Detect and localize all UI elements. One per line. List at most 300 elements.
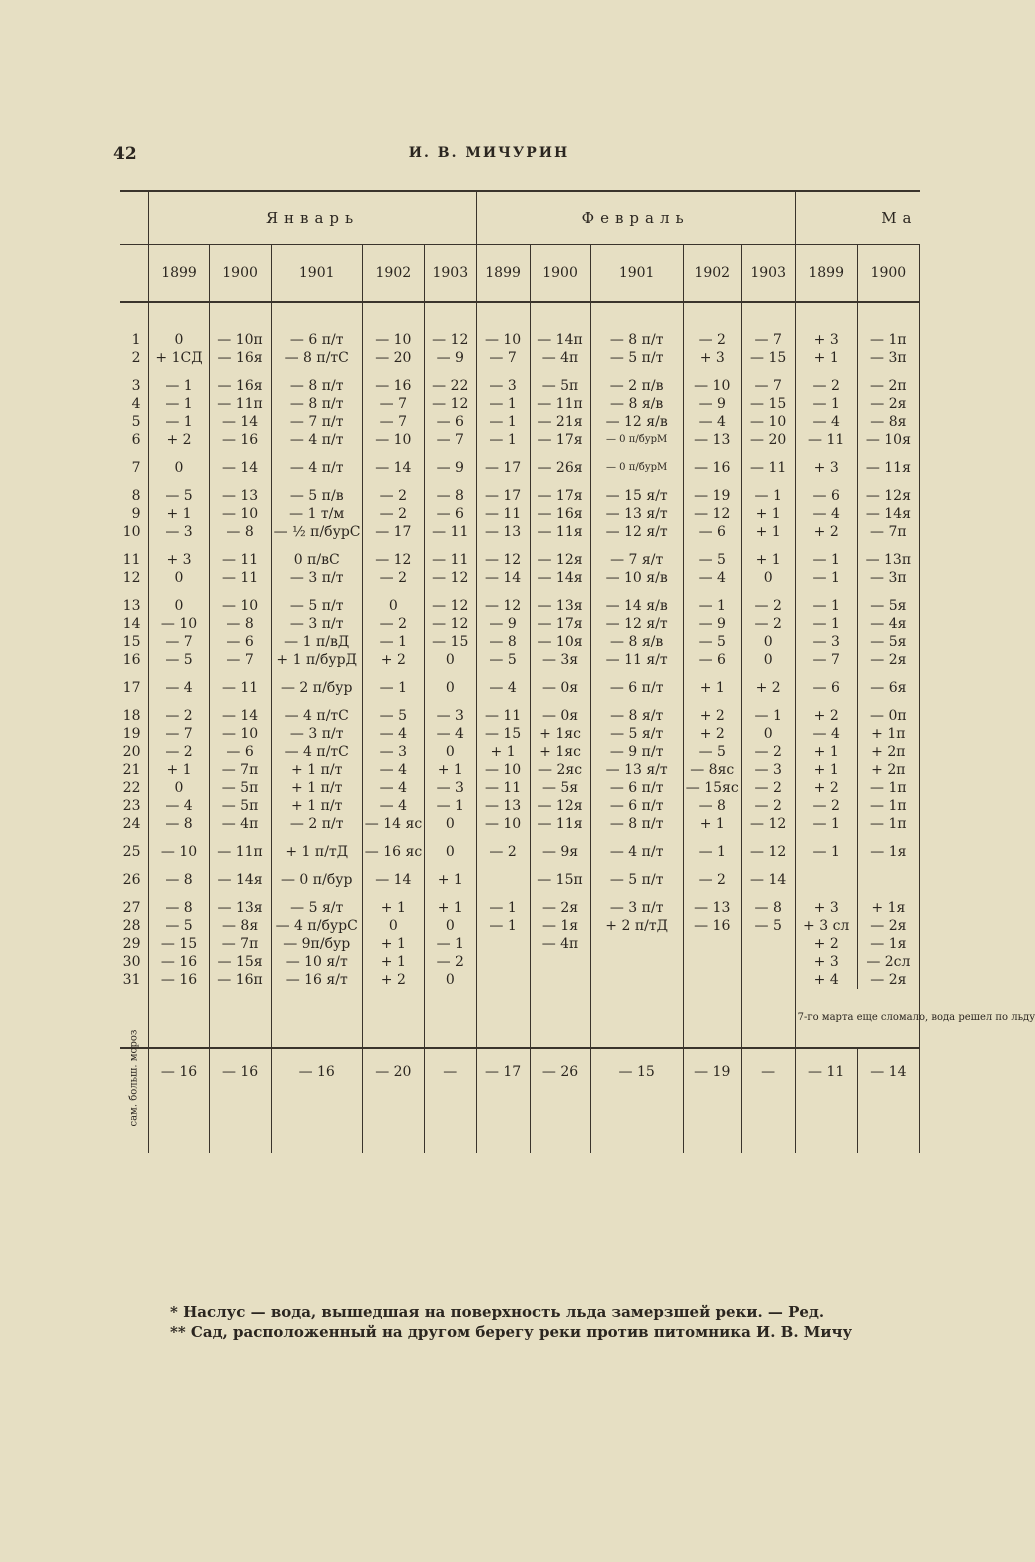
table-cell [741, 953, 795, 971]
table-cell: — 17 [362, 523, 424, 541]
table-cell: — 14я [857, 505, 919, 523]
table-cell: — 5 [683, 541, 741, 569]
table-cell: — 16 [362, 367, 424, 395]
table-cell [476, 935, 530, 953]
day-number: 14 [122, 616, 141, 632]
footnotes [170, 1302, 910, 1342]
table-cell: — 3п [857, 349, 919, 367]
table-cell: — 16 я/т [271, 971, 362, 989]
table-cell: — 16 [209, 431, 271, 449]
table-cell: — 1 [476, 395, 530, 413]
table-cell: — 1 [149, 367, 209, 395]
year-header: 1899 [476, 245, 530, 303]
table-cell: — 1я [857, 935, 919, 953]
table-cell: 0 [149, 779, 209, 797]
table-cell: + 1 [424, 861, 476, 889]
day-number: 23 [122, 798, 141, 814]
table-cell: — 14 [209, 449, 271, 477]
table-cell [590, 953, 683, 971]
table-cell: — 5 п/т [590, 349, 683, 367]
table-cell: — 6 п/т [590, 669, 683, 697]
table-cell: — 2 [741, 743, 795, 761]
table-cell: — 7п [209, 935, 271, 953]
table-cell: — 2я [857, 971, 919, 989]
table-cell: — 15п [530, 861, 590, 889]
year-header-row [120, 245, 920, 303]
table-cell: — 2 [741, 779, 795, 797]
table-cell: — 14 [741, 861, 795, 889]
table-cell: — 2 [741, 797, 795, 815]
table-cell: — 10п [209, 331, 271, 349]
day-number: 16 [122, 652, 141, 668]
table-cell: — 1я [530, 917, 590, 935]
table-cell: — 2 [362, 477, 424, 505]
table-cell: — 1 [149, 413, 209, 431]
table-cell: — 4 [362, 725, 424, 743]
table-cell: — 6 п/т [271, 331, 362, 349]
table-cell: — 10 [149, 615, 209, 633]
table-cell: + 1 [362, 935, 424, 953]
table-cell: — 6 [683, 651, 741, 669]
day-number: 27 [122, 900, 141, 916]
table-cell: + 1п [857, 725, 919, 743]
table-cell: — 4 [795, 505, 857, 523]
table-cell: — 4 п/тС [271, 743, 362, 761]
table-cell: — 14 [362, 861, 424, 889]
table-cell: + 3 [683, 349, 741, 367]
table-cell [857, 861, 919, 889]
table-cell: + 1 [476, 743, 530, 761]
table-cell: — 2 [424, 953, 476, 971]
table-cell: 0 [741, 633, 795, 651]
table-cell: — 1 [795, 833, 857, 861]
table-cell: — 13 [683, 431, 741, 449]
table-cell: — 16я [530, 505, 590, 523]
table-cell: — 16п [209, 971, 271, 989]
table-cell: — 9 [424, 349, 476, 367]
table-cell: 0 п/вС [271, 541, 362, 569]
table-cell: — 14 я/в [590, 587, 683, 615]
table-cell: — 6 [424, 505, 476, 523]
table-cell: — 8 п/т [271, 395, 362, 413]
table-cell: + 1 п/т [271, 779, 362, 797]
table-cell: — 5 [683, 633, 741, 651]
day-number: 17 [122, 680, 141, 696]
table-cell: — 9я [530, 833, 590, 861]
year-header: 1900 [857, 245, 919, 303]
table-cell: — 2я [857, 917, 919, 935]
table-cell: + 2 [149, 431, 209, 449]
table-cell: — 15 [741, 395, 795, 413]
day-number: 28 [122, 918, 141, 934]
table-cell: — 6 [209, 633, 271, 651]
table-cell: — 13 [209, 477, 271, 505]
table-cell: + 3 [795, 889, 857, 917]
table-cell: — 16 яс [362, 833, 424, 861]
table-cell: 0 [741, 725, 795, 743]
table-cell: — 5 п/т [271, 587, 362, 615]
table-row [120, 633, 920, 651]
table-row [120, 725, 920, 743]
table-spacer [120, 302, 920, 331]
table-row [120, 569, 920, 587]
table-cell: — 12 [741, 815, 795, 833]
table-cell: — 2 п/т [271, 815, 362, 833]
table-cell: — 2 [795, 367, 857, 395]
table-cell: — 17 [476, 477, 530, 505]
table-cell: — 1 [424, 935, 476, 953]
table-cell: — 7п [857, 523, 919, 541]
table-cell: — 10 [149, 833, 209, 861]
total-cell: — [741, 1048, 795, 1153]
day-header-blank [120, 245, 149, 303]
table-cell: — 10 [362, 431, 424, 449]
table-cell: — 8 п/т [590, 331, 683, 349]
table-cell: + 1 [424, 761, 476, 779]
table-cell: + 1я [857, 889, 919, 917]
table-cell: — 10 [209, 505, 271, 523]
table-cell: — 7 [741, 331, 795, 349]
table-cell: + 1яс [530, 725, 590, 743]
table-cell: — 0 п/бурМ [590, 431, 683, 449]
table-cell: — 17я [530, 431, 590, 449]
table-cell: — 5 я/т [590, 725, 683, 743]
year-header: 1899 [149, 245, 209, 303]
table-cell: — 10 я/т [271, 953, 362, 971]
table-row [120, 761, 920, 779]
day-number: 9 [131, 506, 141, 522]
table-cell: — 12 я/т [590, 615, 683, 633]
table-cell: — 1п [857, 779, 919, 797]
table-cell: + 1 п/т [271, 797, 362, 815]
table-cell: — 26я [530, 449, 590, 477]
table-row [120, 395, 920, 413]
table-cell: — 14я [530, 569, 590, 587]
day-number: 12 [122, 570, 141, 586]
table-cell: — 3 [424, 697, 476, 725]
table-cell: — 16 [683, 449, 741, 477]
march-note: 7-го марта еще сломало, вода решел по льду [795, 989, 919, 1048]
table-cell: — 2 [362, 505, 424, 523]
table-cell: — 4 [683, 569, 741, 587]
table-cell: — 3 п/т [271, 725, 362, 743]
table-cell: — 12я [530, 541, 590, 569]
table-cell: 0 [424, 815, 476, 833]
month-march: Ма [795, 191, 919, 245]
day-number: 2 [131, 350, 141, 366]
table-cell: — 0п [857, 697, 919, 725]
table-cell: — 8я [857, 413, 919, 431]
table-cell: — 2 [741, 587, 795, 615]
table-cell [476, 861, 530, 889]
table-cell: — 4 [149, 797, 209, 815]
table-cell: + 2п [857, 761, 919, 779]
table-cell: — 12 [424, 615, 476, 633]
table-cell: — 14 [362, 449, 424, 477]
table-cell: — 19 [683, 477, 741, 505]
table-cell: — 1 т/м [271, 505, 362, 523]
table-cell: — 11 [424, 541, 476, 569]
table-cell: — 15 [476, 725, 530, 743]
table-cell: 0 [149, 569, 209, 587]
table-cell: — 14п [530, 331, 590, 349]
table-cell: — 12я [857, 477, 919, 505]
table-cell: — 5 п/в [271, 477, 362, 505]
table-cell: — 3 п/т [271, 569, 362, 587]
table-cell: — 2 [683, 861, 741, 889]
table-cell: + 1 [149, 761, 209, 779]
day-number: 4 [131, 396, 141, 412]
table-cell: — 11 [476, 779, 530, 797]
year-header: 1902 [683, 245, 741, 303]
day-number: 22 [122, 780, 141, 796]
table-row [120, 779, 920, 797]
totals-row [120, 1048, 920, 1153]
table-cell: — 4 [149, 669, 209, 697]
table-cell: — 17 [476, 449, 530, 477]
table-cell: — 3 п/т [271, 615, 362, 633]
table-cell: — 12 [424, 331, 476, 349]
table-cell: — 8 п/тС [271, 349, 362, 367]
total-cell: — 11 [795, 1048, 857, 1153]
table-cell: — 3 [476, 367, 530, 395]
table-cell: — 13 [476, 797, 530, 815]
table-cell: — 2я [857, 651, 919, 669]
day-number: 24 [122, 816, 141, 832]
table-cell [590, 935, 683, 953]
footnote: ** Сад, расположенный на другом берегу реки против питомника И. В. Мичу [170, 1323, 853, 1341]
table-cell: — 10я [857, 431, 919, 449]
table-cell: — 16 [683, 917, 741, 935]
table-cell: — 8 [149, 815, 209, 833]
temperature-table [120, 190, 1035, 1153]
table-cell: — 11п [530, 395, 590, 413]
table-cell: — 14 [476, 569, 530, 587]
table-cell: — 12 [476, 541, 530, 569]
table-cell: — 4 [476, 669, 530, 697]
table-cell: — 1 п/вД [271, 633, 362, 651]
table-cell: — 1 [795, 587, 857, 615]
table-cell: + 2 [795, 779, 857, 797]
table-cell: — 1 [149, 395, 209, 413]
table-cell [683, 971, 741, 989]
table-cell: — 9 [476, 615, 530, 633]
table-row [120, 505, 920, 523]
table-cell: — 10 [476, 761, 530, 779]
total-cell: — 19 [683, 1048, 741, 1153]
table-cell: — 13я [530, 587, 590, 615]
table-cell: — 10 [209, 587, 271, 615]
table-cell: — 5 [362, 697, 424, 725]
table-cell: — 4 [424, 725, 476, 743]
day-number: 6 [131, 432, 141, 448]
table-cell: 0 [149, 587, 209, 615]
table-cell: + 1 п/бурД [271, 651, 362, 669]
table-cell: — 1п [857, 815, 919, 833]
table-cell: — 14 [209, 697, 271, 725]
table-cell: — 4 [683, 413, 741, 431]
table-row [120, 449, 920, 477]
table-cell: — 12 [424, 395, 476, 413]
table-cell: — 5я [857, 633, 919, 651]
table-cell: — 3 [362, 743, 424, 761]
day-number: 18 [122, 708, 141, 724]
table-cell: 0 [424, 651, 476, 669]
year-header: 1899 [795, 245, 857, 303]
table-cell: — 5я [857, 587, 919, 615]
table-cell: + 3 сл [795, 917, 857, 935]
table-cell: — 1 [683, 587, 741, 615]
table-cell: — 8 я/в [590, 633, 683, 651]
table-cell: — 4 [795, 413, 857, 431]
day-number: 31 [122, 972, 141, 988]
table-cell: + 2 [741, 669, 795, 697]
total-cell: — 14 [857, 1048, 919, 1153]
table-cell: — 5 [149, 477, 209, 505]
table-row [120, 797, 920, 815]
day-number: 21 [122, 762, 141, 778]
table-cell [683, 953, 741, 971]
table-cell: — 1 [795, 615, 857, 633]
table-row [120, 971, 920, 989]
table-cell: 0 [741, 569, 795, 587]
table-cell: — 2сл [857, 953, 919, 971]
table-cell: — 10 я/в [590, 569, 683, 587]
table-cell: 0 [424, 669, 476, 697]
table-cell: + 3 [149, 541, 209, 569]
table-cell: — 22 [424, 367, 476, 395]
total-cell: — 17 [476, 1048, 530, 1153]
table-row [120, 651, 920, 669]
table-cell: + 2 [795, 697, 857, 725]
table-cell: — 8 п/т [271, 367, 362, 395]
table-row [120, 431, 920, 449]
table-cell: — 6 [209, 743, 271, 761]
table-cell: — 11я [530, 523, 590, 541]
table-row [120, 477, 920, 505]
day-number: 25 [122, 844, 141, 860]
table-cell: — 1 [683, 833, 741, 861]
table-row [120, 541, 920, 569]
table-cell: — 15 [424, 633, 476, 651]
table-cell: — 5п [209, 779, 271, 797]
table-cell: — 8яс [683, 761, 741, 779]
table-cell: + 1 [424, 889, 476, 917]
table-row [120, 523, 920, 541]
day-number: 30 [122, 954, 141, 970]
table-cell [530, 971, 590, 989]
table-cell: + 1 [683, 669, 741, 697]
totals-label: сам. больш. мороз [128, 1029, 140, 1127]
table-cell: — 4 [362, 797, 424, 815]
table-cell: — 8 я/т [590, 697, 683, 725]
table-cell [476, 953, 530, 971]
table-cell: + 2 [362, 651, 424, 669]
table-cell: — 8 п/т [590, 815, 683, 833]
table-cell: — 1 [795, 569, 857, 587]
table-cell: — 5п [530, 367, 590, 395]
year-header: 1900 [530, 245, 590, 303]
table-cell: — 1 [795, 395, 857, 413]
day-number: 5 [131, 414, 141, 430]
table-cell: — 14 яс [362, 815, 424, 833]
table-cell: — 4п [530, 935, 590, 953]
table-cell: — 13п [857, 541, 919, 569]
table-cell: — 15 [149, 935, 209, 953]
table-cell: — 5 [149, 917, 209, 935]
table-row [120, 697, 920, 725]
table-cell: — 7 п/т [271, 413, 362, 431]
table-cell: — 12 [424, 587, 476, 615]
table-cell: — 7 [362, 395, 424, 413]
table-cell: — 13 [476, 523, 530, 541]
day-number: 7 [131, 460, 141, 476]
table-cell: — 11 [209, 569, 271, 587]
day-number: 3 [131, 378, 141, 394]
table-cell: — 9 п/т [590, 743, 683, 761]
table-row [120, 367, 920, 395]
table-cell: — 1п [857, 331, 919, 349]
table-cell: — 4 [795, 725, 857, 743]
table-cell: — 15 я/т [590, 477, 683, 505]
table-cell: — 8 [209, 523, 271, 541]
month-february: Февраль [476, 191, 795, 245]
table-cell: — 12 [362, 541, 424, 569]
table-cell: — 4п [209, 815, 271, 833]
table-cell: — 12я [530, 797, 590, 815]
table-cell: — 11 я/т [590, 651, 683, 669]
table-cell: — 1 [424, 797, 476, 815]
table-cell: — 2 [476, 833, 530, 861]
table-cell: — 12 [476, 587, 530, 615]
table-cell: — 12 я/т [590, 523, 683, 541]
table-cell [530, 953, 590, 971]
table-cell: — 5 я/т [271, 889, 362, 917]
table-cell: — 13 я/т [590, 761, 683, 779]
year-header: 1901 [271, 245, 362, 303]
table-cell: + 2 п/тД [590, 917, 683, 935]
total-cell: — 20 [362, 1048, 424, 1153]
year-header: 1900 [209, 245, 271, 303]
total-cell: — [424, 1048, 476, 1153]
table-cell: + 1 [149, 505, 209, 523]
table-cell: + 1 [362, 953, 424, 971]
table-cell: — 6 [424, 413, 476, 431]
day-number: 13 [122, 598, 141, 614]
table-cell: + 1 [795, 743, 857, 761]
table-cell: — 7 я/т [590, 541, 683, 569]
table-cell: — 11я [530, 815, 590, 833]
table-cell [476, 971, 530, 989]
table-cell: — 8 [149, 889, 209, 917]
table-cell: — 12 [424, 569, 476, 587]
table-cell: — 20 [362, 349, 424, 367]
table-cell: — 11 [741, 449, 795, 477]
table-cell: 0 [149, 331, 209, 349]
table-cell: — 12 я/в [590, 413, 683, 431]
table-cell: — ½ п/бурС [271, 523, 362, 541]
table-cell: — 3 [149, 523, 209, 541]
table-cell: — 11 [476, 697, 530, 725]
table-cell: — 2 [149, 697, 209, 725]
table-cell: + 2п [857, 743, 919, 761]
table-cell: + 2 [795, 935, 857, 953]
table-cell: + 3 [795, 331, 857, 349]
month-header-row [120, 191, 920, 245]
table-cell: — 15я [209, 953, 271, 971]
table-cell: + 1 [795, 349, 857, 367]
table-cell: — 3 [795, 633, 857, 651]
